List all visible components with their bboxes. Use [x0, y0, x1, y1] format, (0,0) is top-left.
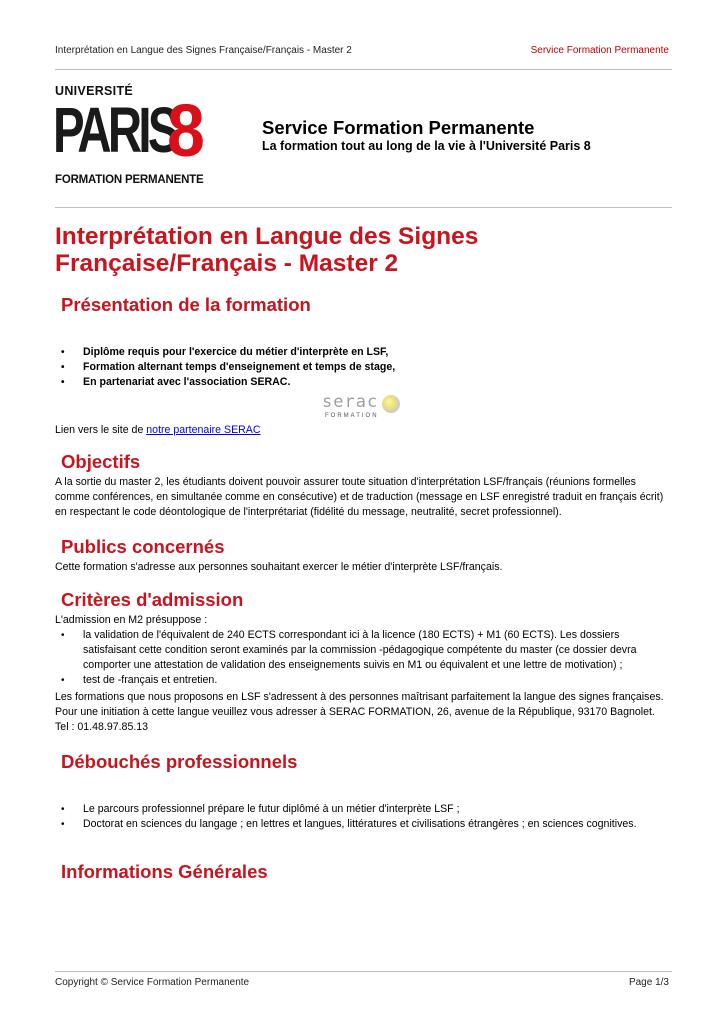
list-item: • Doctorat en sciences du langage ; en lettres et langues, littératures et civilisations étrangères ; en sciences cognitives.: [55, 817, 671, 832]
banner-subtitle: La formation tout au long de la vie à l'Université Paris 8: [262, 139, 591, 153]
footer-page-number: Page 1/3: [628, 977, 669, 988]
list-item: • Diplôme requis pour l'exercice du métier d'interprète en LSF,: [55, 345, 395, 360]
objectifs-text: A la sortie du master 2, les étudiants doivent pouvoir assurer toute situation d'interprétation LSF/français (réunions formelles comme conférences, en simultanée comme en consécutive) et de traduction (message en LSF enregistré traduit en français écrit) en respectant le code déontologique de l'interprétariat (fidélité du message, neutralité, secret professionnel).: [55, 476, 664, 519]
section-heading-infos: Informations Générales: [61, 861, 268, 882]
serac-logo-word: serac: [322, 392, 379, 412]
logo-paris-text: PARIS: [53, 94, 176, 166]
serac-logo-sub: FORMATION: [325, 413, 379, 419]
criteres-outro: Les formations que nous proposons en LSF s'adressent à des personnes maîtrisant parfaitement la langue des signes françaises. Pour une initiation à cette langue veuillez vous adresser à SERAC FORMATION, 26, avenue de la République, 93170 Bagnolet. Tel : 01.48.97.85.13: [55, 691, 664, 734]
running-header-title: Interprétation en Langue des Signes Française/Français - Master 2: [55, 45, 352, 56]
partner-link-prefix: Lien vers le site de: [55, 424, 147, 436]
logo-eight-text: 8: [167, 89, 205, 172]
page-title-line-2: Française/Français - Master 2: [55, 250, 399, 277]
list-item: • la validation de l'équivalent de 240 ECTS correspondant ici à la licence (180 ECTS) + M1 (60 ECTS). Les dossiers satisfaisant cette condition seront examinés par la commission -pédagogique compétente du master (ce dossier devra comporter une attestation de validation des enseignements suivis en M1 ou équivalent et une lettre de motivation) ;: [55, 628, 661, 673]
banner-title: Service Formation Permanente: [262, 117, 535, 138]
section-heading-debouches: Débouchés professionnels: [61, 751, 298, 772]
serac-logo: [322, 392, 406, 422]
partner-link-line: [55, 424, 261, 436]
debouches-bullet-list: [55, 802, 671, 832]
presentation-bullet-list: [55, 345, 395, 390]
list-item: • Le parcours professionnel prépare le futur diplômé à un métier d'interprète LSF ;: [55, 802, 671, 817]
publics-text: Cette formation s'adresse aux personnes souhaitant exercer le métier d'interprète LSF/français.: [55, 561, 503, 573]
footer-divider: [55, 971, 672, 972]
section-heading-criteres: Critères d'admission: [61, 589, 244, 610]
serac-partner-link[interactable]: notre partenaire SERAC: [146, 424, 261, 436]
paris8-logo: [55, 84, 233, 188]
page-title: [55, 223, 478, 277]
list-item: • Formation alternant temps d'enseignement et temps de stage,: [55, 360, 395, 375]
running-header-org: Service Formation Permanente: [530, 45, 669, 56]
logo-universite-text: UNIVERSITÉ: [55, 84, 134, 98]
footer-copyright: Copyright © Service Formation Permanente: [55, 977, 250, 988]
section-heading-publics: Publics concernés: [61, 536, 225, 557]
serac-logo-dot-icon: [382, 395, 400, 413]
list-item: • test de -français et entretien.: [55, 673, 661, 688]
logo-formation-text: FORMATION PERMANENTE: [55, 174, 204, 186]
section-heading-presentation: Présentation de la formation: [61, 294, 311, 315]
section-heading-objectifs: Objectifs: [61, 451, 141, 472]
page-title-line-1: Interprétation en Langue des Signes: [55, 223, 479, 250]
header-divider: [55, 69, 672, 70]
criteres-bullet-list: [55, 628, 661, 688]
banner-divider: [55, 207, 672, 208]
list-item: • En partenariat avec l'association SERAC.: [55, 375, 395, 390]
criteres-intro: L'admission en M2 présuppose :: [55, 614, 208, 626]
